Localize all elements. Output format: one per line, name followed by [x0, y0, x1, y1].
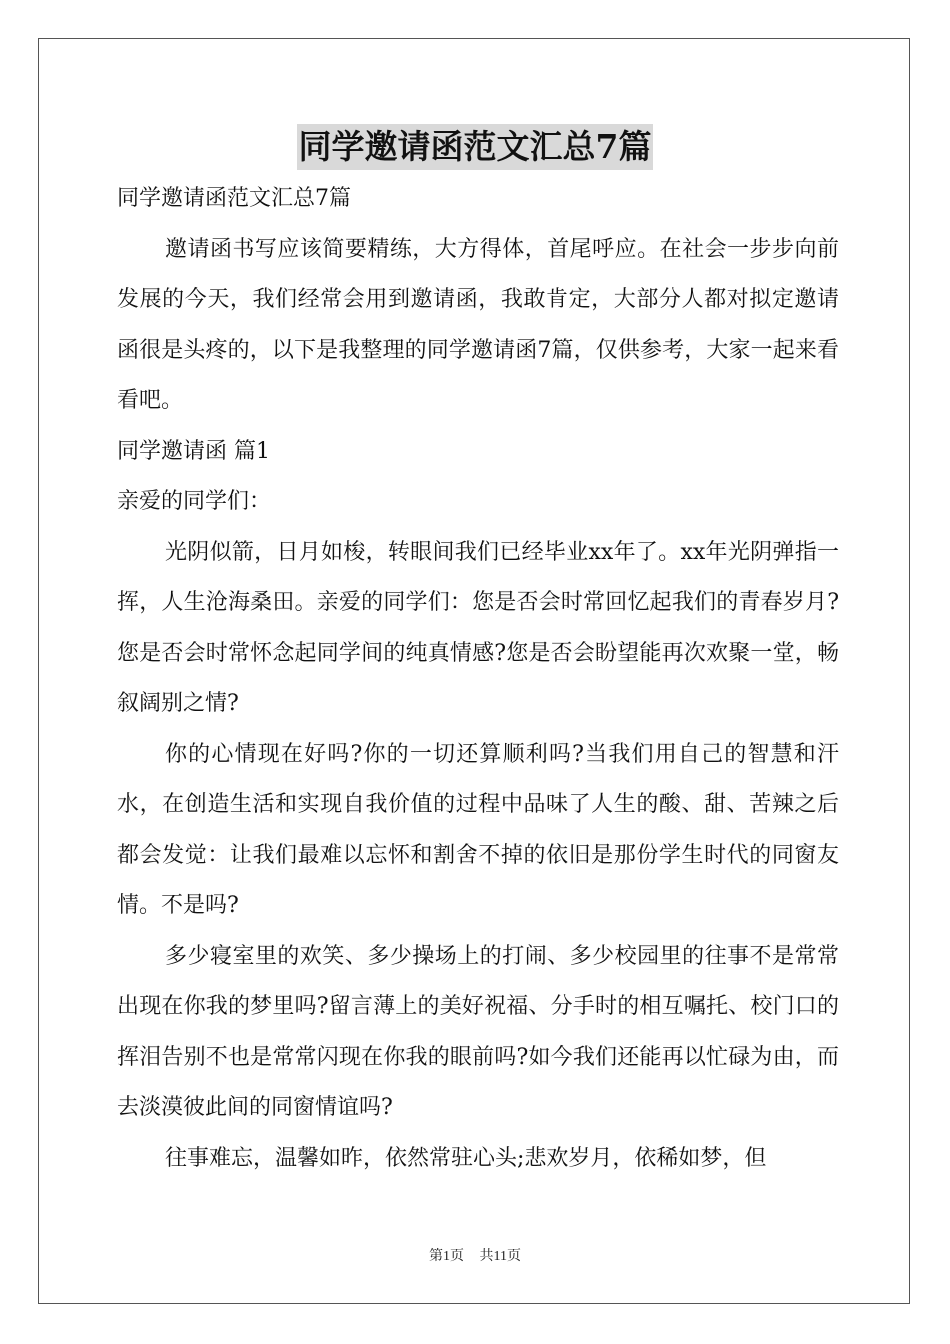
paragraph: 同学邀请函范文汇总7篇 — [117, 186, 351, 211]
document-body — [117, 174, 839, 1184]
salutation: 亲爱的同学们： — [117, 489, 272, 514]
document-title: 同学邀请函范文汇总7篇 — [297, 124, 654, 170]
page-total: 共11页 — [479, 1249, 521, 1264]
paragraph: 光阴似箭，日月如梭，转眼间我们已经毕业xx年了。xx年光阴弹指一挥，人生沧海桑田。亲爱的同学们：您是否会时常回忆起我们的青春岁月?您是否会时常怀念起同学间的纯真情感?您是否会盼望能再次欢聚一堂，畅叙阔别之情? — [117, 539, 839, 716]
paragraph: 邀请函书写应该简要精练，大方得体，首尾呼应。在社会一步步向前发展的今天，我们经常会用到邀请函，我敢肯定，大部分人都对拟定邀请函很是头疼的，以下是我整理的同学邀请函7篇，仅供参考，大家一起来看看吧。 — [117, 236, 839, 413]
title-wrap — [0, 124, 950, 170]
page-footer — [0, 1245, 950, 1265]
paragraph: 多少寝室里的欢笑、多少操场上的打闹、多少校园里的往事不是常常出现在你我的梦里吗?留言薄上的美好祝福、分手时的相互嘱托、校门口的挥泪告别不也是常常闪现在你我的眼前吗?如今我们还能再以忙碌为由，而去淡漠彼此间的同窗情谊吗? — [117, 943, 839, 1120]
paragraph: 往事难忘，温馨如昨，依然常驻心头;悲欢岁月，依稀如梦，但 — [165, 1145, 767, 1171]
section-heading: 同学邀请函 篇1 — [117, 438, 270, 464]
paragraph: 你的心情现在好吗?你的一切还算顺利吗?当我们用自己的智慧和汗水，在创造生活和实现自我价值的过程中品味了人生的酸、甜、苦辣之后都会发觉：让我们最难以忘怀和割舍不掉的依旧是那份学生时代的同窗友情。不是吗? — [117, 741, 839, 918]
page-number: 第1页 — [429, 1249, 464, 1264]
